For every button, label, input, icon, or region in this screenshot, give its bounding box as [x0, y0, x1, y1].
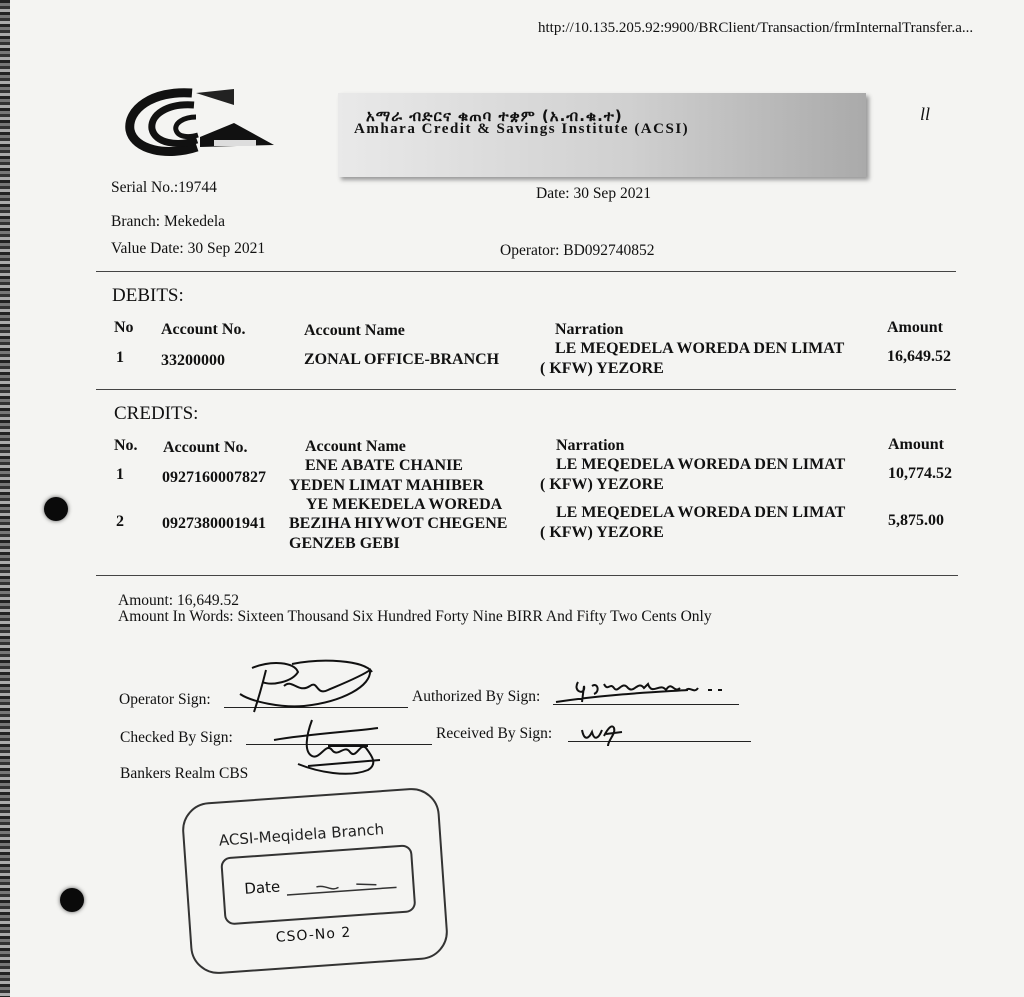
institution-banner	[338, 93, 866, 177]
credits-header-amount: Amount	[888, 436, 945, 453]
credits-header-account-no: Account No.	[163, 439, 248, 456]
institution-name-english: Amhara Credit & Savings Institute (ACSI)	[354, 121, 690, 137]
credits-header-no: No.	[114, 437, 138, 454]
debits-header-account-no: Account No.	[161, 321, 246, 338]
operator-signature	[232, 656, 382, 718]
row-account-no: 33200000	[161, 352, 225, 369]
row-no: 1	[116, 349, 124, 366]
row-account-name: ZONAL OFFICE-BRANCH	[304, 351, 500, 368]
debits-header-narration: Narration	[555, 321, 624, 338]
row-narration: LE MEQEDELA WOREDA DEN LIMAT	[556, 504, 846, 521]
debits-header-amount: Amount	[887, 319, 944, 336]
authorized-signature	[548, 672, 738, 708]
branch-stamp	[180, 786, 449, 976]
debits-header-no: No	[114, 319, 134, 336]
divider	[96, 575, 958, 576]
row-amount: 10,774.52	[888, 465, 952, 482]
row-account-name: ENE ABATE CHANIE	[305, 457, 463, 474]
row-account-name: YEDEN LIMAT MAHIBER	[289, 477, 484, 494]
punch-hole	[44, 497, 68, 521]
row-account-name: YE MEKEDELA WOREDA	[306, 496, 503, 513]
row-no: 2	[116, 513, 124, 530]
row-amount: 16,649.52	[887, 348, 951, 365]
stamp-cso-number: CSO-No 2	[275, 924, 352, 946]
total-amount: Amount: 16,649.52	[118, 592, 239, 609]
system-name: Bankers Realm CBS	[120, 765, 249, 782]
institution-name-amharic: አማራ ብድርና ቁጠባ ተቋም (አ.ብ.ቁ.ተ)	[366, 107, 623, 125]
handwritten-mark: ll	[920, 104, 931, 124]
row-account-name: BEZIHA HIYWOT CHEGENE	[289, 515, 508, 532]
checked-sign-label: Checked By Sign:	[120, 729, 233, 746]
print-url: http://10.135.205.92:9900/BRClient/Transaction/frmInternalTransfer.a...	[538, 20, 974, 36]
punch-hole	[60, 888, 84, 912]
stamp-date-line	[286, 877, 397, 899]
row-narration: LE MEQEDELA WOREDA DEN LIMAT	[555, 340, 845, 357]
row-narration: ( KFW) YEZORE	[540, 360, 664, 377]
divider	[96, 271, 956, 272]
transaction-date: Date: 30 Sep 2021	[536, 185, 651, 202]
row-narration: ( KFW) YEZORE	[540, 524, 664, 541]
stamp-date-box	[220, 844, 416, 925]
value-date: Value Date: 30 Sep 2021	[111, 240, 266, 257]
row-no: 1	[116, 466, 124, 483]
checked-signature	[268, 716, 398, 780]
debits-header-account-name: Account Name	[304, 322, 405, 339]
received-sign-label: Received By Sign:	[436, 725, 553, 742]
debits-title: DEBITS:	[112, 285, 184, 306]
row-account-no: 0927160007827	[162, 469, 266, 486]
operator-sign-label: Operator Sign:	[119, 691, 211, 708]
authorized-sign-label: Authorized By Sign:	[412, 688, 541, 705]
amount-in-words: Amount In Words: Sixteen Thousand Six Hundred Forty Nine BIRR And Fifty Two Cents Only	[118, 608, 712, 625]
acsi-logo	[122, 85, 282, 165]
received-signature	[578, 718, 628, 748]
branch: Branch: Mekedela	[111, 213, 226, 230]
row-account-no: 0927380001941	[162, 515, 266, 532]
row-account-name: GENZEB GEBI	[289, 535, 400, 552]
credits-header-narration: Narration	[556, 437, 625, 454]
credits-header-account-name: Account Name	[305, 438, 406, 455]
divider	[96, 389, 956, 390]
stamp-branch-name: ACSI-Meqidela Branch	[218, 820, 385, 850]
credits-title: CREDITS:	[114, 403, 199, 424]
row-narration: ( KFW) YEZORE	[540, 476, 664, 493]
operator-id: Operator: BD092740852	[500, 242, 655, 259]
scanned-page-edge	[0, 0, 10, 997]
row-amount: 5,875.00	[888, 512, 944, 529]
serial-number: Serial No.:19744	[111, 179, 217, 196]
row-narration: LE MEQEDELA WOREDA DEN LIMAT	[556, 456, 846, 473]
stamp-date-label: Date	[243, 877, 281, 898]
